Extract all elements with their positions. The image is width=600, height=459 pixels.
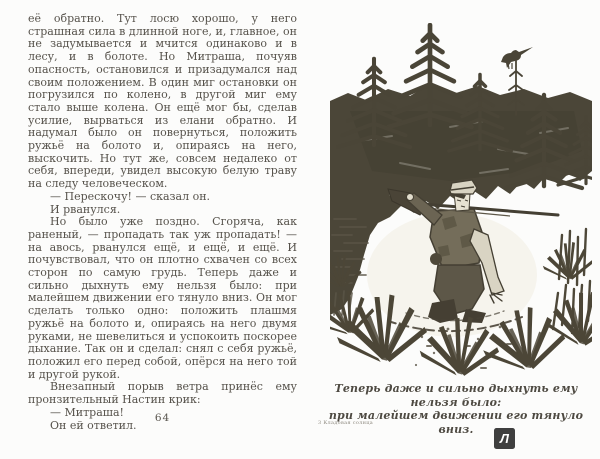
page-number: 64 [154, 412, 171, 424]
illustration-bird-icon [501, 47, 533, 69]
illustration [330, 23, 592, 376]
paragraph: Он ей ответил. [50, 418, 137, 432]
left-page-text [28, 13, 297, 432]
paragraph: — Перескочу! — сказал он. [50, 189, 211, 203]
paragraph: Внезапный порыв ветра принёс ему пронзительный Настин крик: [28, 380, 297, 407]
paragraph: И рванулся. [50, 202, 121, 216]
illustration-caption [314, 382, 598, 436]
caption-line-2: при малейшем движении его тянуло вниз. [328, 409, 584, 436]
watermark-letter: Л [500, 431, 509, 446]
paragraph: её обратно. Тут лосю хорошо, у него страшная сила в длинной ноге, и, главное, он не задумывается и мчится одинаково и в лесу, и в болоте. Но Митраша, почуяв опасность, остановился и призадумался над своим положением. В один миг остановки он погрузился по колено, в другой миг ему стало выше колена. Он ещё мог бы, сделав усилие, вырваться из елани обратно. И надумал было он повернуться, положить ружьё на болото и, опираясь на него, выскочить. Но тут же, совсем недалеко от себя, впереди, увидел высокую белую траву на следу человеческом. [28, 12, 297, 191]
signature-mark: 3 Кладовая солнца [318, 420, 374, 426]
paragraph: — Митраша! [50, 405, 124, 419]
labirint-watermark [494, 428, 515, 449]
paragraph: Но было уже поздно. Сгоряча, как раненый, — пропадать так уж пропадать! — на авось, рванулся ещё, и ещё, и ещё. И почувствовал, что он плотно схвачен со всех сторон по самую грудь. Теперь даже и сильно дыхнуть ему нельзя было: при малейшем движении его тянуло вниз. Он мог сделать только одно: положить плашмя ружьё на болото и, опираясь на него двумя руками, не шевелиться и успокоить поскорее дыхание. Так он и сделал: снял с себя ружьё, положил его перед собой, опёрся на него той и другой рукой. [28, 215, 297, 381]
caption-line-1: Теперь даже и сильно дыхнуть ему нельзя было: [334, 382, 578, 409]
